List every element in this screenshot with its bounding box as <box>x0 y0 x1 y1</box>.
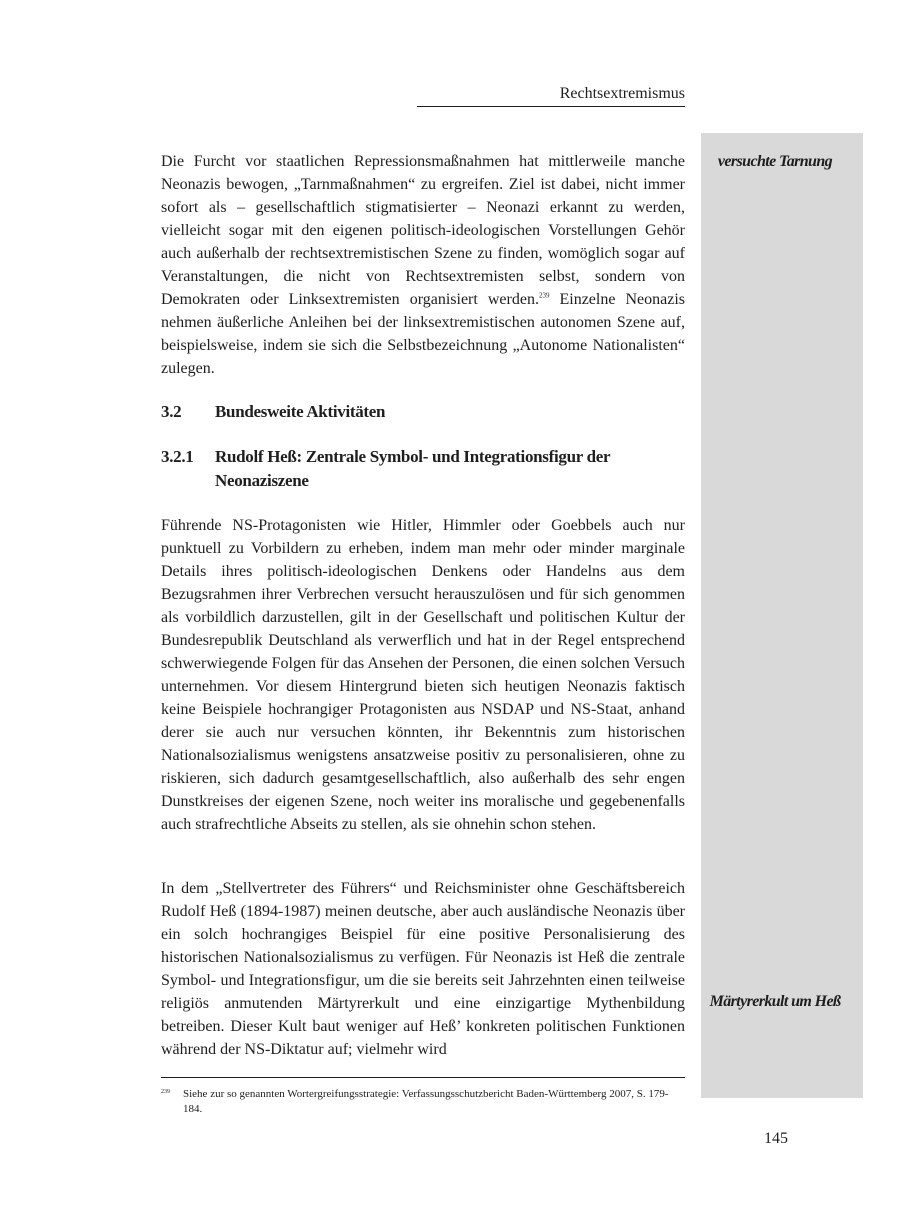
section-number: 3.2 <box>161 402 182 421</box>
header-rule <box>417 106 685 107</box>
margin-band <box>701 133 863 1098</box>
footnote-reference: 239 <box>538 291 550 300</box>
paragraph-hess: In dem „Stellvertreter des Führers“ und Reichsminister ohne Geschäftsbereich Rudolf Heß (1894-1987) meinen deutsche, aber auch ausländische Neonazis über ein solch hochrangiges Beispiel für eine positive Personalisierung des historischen Nationalsozialismus zu verfügen. Für Neonazis ist Heß die zentrale Symbol- und Integrationsfigur, um die sie bereits seit Jahrzehnten einen teilweise religiös anmutenden Märtyrerkult und eine einzigartige Mythenbildung betreiben. Dieser Kult baut weniger auf Heß’ konkreten politischen Funktionen während der NS-Diktatur auf; vielmehr wird <box>161 880 685 1058</box>
footnote-number: 239 <box>161 1089 170 1095</box>
subsection-number: 3.2.1 <box>161 447 194 466</box>
paragraph-tarnung: Die Furcht vor staatlichen Repressionsmaßnahmen hat mittlerweile manche Neonazis bewogen, „Tarnmaßnahmen“ zu ergreifen. Ziel ist dabei, nicht immer sofort als – gesellschaftlich stigmatisierter – Neonazi erkannt zu werden, vielleicht sogar mit den eigenen politisch-ideologischen Vorstellungen Gehör auch außerhalb der rechtsextremistischen Szene zu finden, womöglich sogar auf Veranstaltungen, die nicht von Rechtsextremisten selbst, sondern von Demokraten oder Linksextremisten organisiert werden.$^{239}$ Einzelne Neonazis nehmen äußerliche Anleihen bei der linksextremistischen autonomen Szene auf, beispielsweise, indem sie sich die Selbstbezeichnung „Autonome Nationalisten“ zulegen. <box>161 153 685 377</box>
subsection-heading-3-2-1 <box>161 445 685 493</box>
page-number: 145 <box>764 1130 788 1147</box>
footnote-rule <box>161 1077 685 1078</box>
margin-note-tarnung: versuchte Tarnung <box>717 153 833 170</box>
margin-note-maertyrerkult: Märtyrerkult um Heß <box>709 993 841 1010</box>
running-head: Rechtsextremismus <box>559 85 685 102</box>
section-heading-3-2 <box>161 400 685 424</box>
subsection-title: Rudolf Heß: Zentrale Symbol- und Integrationsfigur der Neonaziszene <box>215 447 610 490</box>
paragraph-ns-protagonisten: Führende NS-Protagonisten wie Hitler, Himmler oder Goebbels auch nur punktuell zu Vorbildern zu erheben, indem man mehr oder minder marginale Details ihres politisch-ideologischen Denkens oder Handelns aus dem Bezugsrahmen ihrer Verbrechen versucht herauszulösen und für sich genommen als vorbildlich darzustellen, gilt in der Gesellschaft und politischen Kultur der Bundesrepublik Deutschland als verwerflich und hat in der Regel entsprechend schwerwiegende Folgen für das Ansehen der Personen, die einen solchen Versuch unternehmen. Vor diesem Hintergrund bieten sich heutigen Neonazis faktisch keine Beispiele hochrangiger Protagonisten aus NSDAP und NS-Staat, anhand derer sie auch nur versuchen könnten, ihr Bekenntnis zum historischen Nationalsozialismus wenigstens ansatzweise positiv zu personalisieren, ohne zu riskieren, sich dadurch gesamtgesellschaftlich, also außerhalb des sehr engen Dunstkreises der eigenen Szene, noch weiter ins moralische und gegebenenfalls auch strafrechtliche Abseits zu stellen, als sie ohnehin schon stehen. <box>161 517 685 833</box>
section-title: Bundesweite Aktivitäten <box>215 402 386 421</box>
footnote <box>161 1087 685 1117</box>
footnote-text: Siehe zur so genannten Wortergreifungsstrategie: Verfassungsschutzbericht Baden-Württemberg 2007, S. 179-184. <box>183 1088 669 1115</box>
